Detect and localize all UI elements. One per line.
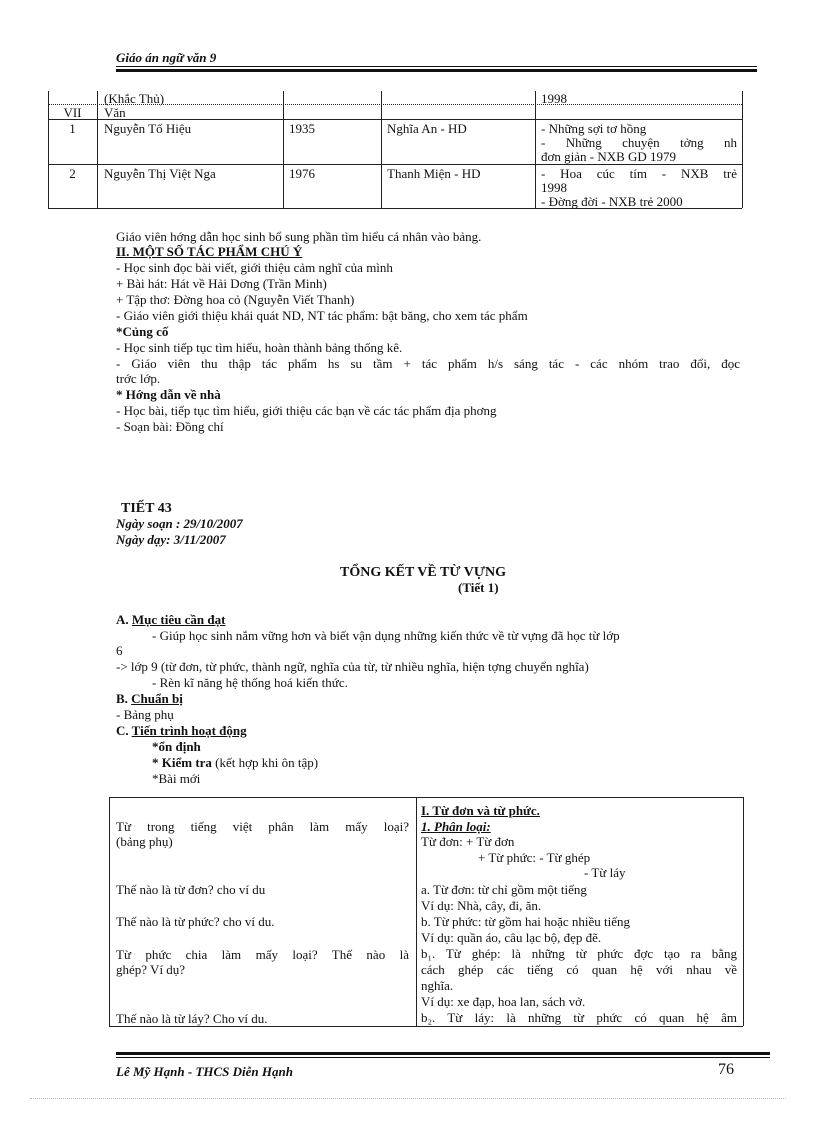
answer-line: + Từ phức: - Từ ghép [478, 850, 591, 865]
question: (bảng phụ) [116, 834, 173, 849]
answer-line: cách ghép các tiếng có quan hệ với nhau về [421, 962, 737, 977]
instruction-line: Giáo viên hớng dẫn học sinh bổ sung phần tìm hiểu cá nhân vào bảng. [116, 229, 482, 244]
header-rule-thick [116, 69, 757, 72]
table-cell: - Những chuyện tởng nh [541, 135, 737, 150]
table-cell: Nguyễn Thị Việt Nga [104, 166, 216, 181]
answer-line: b₂. Từ láy: là những từ phức có quan hệ âm [421, 1010, 737, 1025]
table-cell: Nghĩa An - HD [387, 121, 467, 136]
text-line: - Giúp học sinh nắm vững hơn và biết vận dụng những kiến thức về từ vựng đã học từ lớp [152, 628, 620, 643]
question: Thế nào là từ đơn? cho ví du [116, 882, 266, 897]
text-line: - Soạn bài: Đồng chí [116, 419, 224, 434]
subheading-huong-dan: * Hớng dẫn về nhà [116, 387, 221, 402]
page-number: 76 [718, 1061, 734, 1078]
answer-line: b. Từ phức: từ gồm hai hoặc nhiều tiếng [421, 914, 630, 929]
table-cell: - Đờng đời - NXB trẻ 2000 [541, 194, 683, 209]
kiem-tra-label: * Kiểm tra [152, 755, 212, 770]
table-cell: 2 [69, 166, 76, 181]
text-line: - Học bài, tiếp tục tìm hiểu, giới thiệu các bạn về các tác phẩm địa phơng [116, 403, 497, 418]
text-line: -> lớp 9 (từ đơn, từ phức, thành ngữ, nghĩa của từ, từ nhiều nghĩa, hiện tợng chuyển nghĩa) [116, 659, 589, 674]
answer-line: Ví dụ: xe đạp, hoa lan, sách vở. [421, 994, 586, 1009]
text-line: - Giáo viên thu thập tác phẩm hs su tầm + tác phẩm h/s sáng tác - các nhóm trao đổi, đọc [116, 356, 740, 371]
table-cell: 1998 [541, 91, 567, 106]
text-line: - Giáo viên giới thiệu khái quát ND, NT tác phẩm: bật băng, cho xem tác phẩm [116, 308, 528, 323]
section-heading: II. MỘT SỐ TÁC PHẨM CHÚ Ý [116, 244, 303, 259]
table-cell: 1998 [541, 180, 567, 195]
text-line [152, 755, 318, 770]
answer-heading: I. Từ đơn và từ phức. [421, 803, 540, 818]
section-a-label: A. [116, 612, 129, 627]
footer-rule-thin [116, 1057, 770, 1058]
kiem-tra-note: (kết hợp khi ôn tập) [211, 755, 319, 770]
answer-line: Từ đơn: + Từ đơn [421, 834, 515, 849]
section-b-label: B. [116, 691, 128, 706]
text-line: *Bài mới [152, 771, 201, 786]
text-line: 6 [116, 643, 123, 658]
answer-subheading: 1. Phân loại: [421, 819, 491, 834]
teach-date: Ngày dạy: 3/11/2007 [116, 532, 226, 547]
section-c-heading [116, 723, 247, 738]
table-cell: Nguyễn Tố Hiệu [104, 121, 192, 136]
section-c-label: C. [116, 723, 129, 738]
question: Từ phức chia làm mấy loại? Thế nào là [116, 947, 409, 962]
lesson-subtitle: (Tiết 1) [458, 580, 499, 595]
table-cell: đơn giản - NXB GD 1979 [541, 149, 677, 164]
section-b-heading [116, 691, 183, 706]
prep-date: Ngày soạn : 29/10/2007 [116, 516, 243, 531]
lesson-number: TIẾT 43 [121, 501, 172, 516]
question: Từ trong tiếng việt phân làm mấy loại? [116, 819, 409, 834]
answer-line: b₁. Từ ghép: là những từ phức đợc tạo ra bằng [421, 946, 737, 961]
answer-line: nghĩa. [421, 978, 454, 993]
question: Thế nào là từ phức? cho ví du. [116, 914, 275, 929]
table-cell: Văn [104, 105, 126, 120]
question: ghép? Ví dụ? [116, 962, 186, 977]
text-line: trớc lớp. [116, 371, 161, 386]
footer-author: Lê Mỹ Hạnh - THCS Diễn Hạnh [116, 1064, 293, 1079]
lesson-title: TỔNG KẾT VỀ TỪ VỰNG [340, 565, 506, 580]
text-line: - Học sinh tiếp tục tìm hiểu, hoàn thành bảng thống kê. [116, 340, 403, 355]
table-cell: VII [63, 105, 82, 120]
question: Thế nào là từ láy? Cho ví du. [116, 1011, 268, 1026]
table-cell: Thanh Miện - HD [387, 166, 481, 181]
text-line: - Học sinh đọc bài viết, giới thiệu cảm nghĩ của mình [116, 260, 393, 275]
subheading-cung-co: *Củng cố [116, 324, 169, 339]
answer-line: - Từ láy [584, 865, 626, 880]
page-edge [30, 1098, 786, 1099]
answer-line: Ví dụ: quần áo, câu lạc bộ, đẹp đẽ. [421, 930, 602, 945]
section-a-title: Mục tiêu cần đạt [131, 612, 226, 627]
table-cell: (Khắc Thủ) [104, 91, 165, 106]
text-line: - Bảng phụ [116, 707, 174, 722]
text-line: *ổn định [152, 739, 201, 754]
header-rule-thin [116, 66, 757, 67]
answer-line: Ví dụ: Nhà, cây, đi, ăn. [421, 898, 542, 913]
header-title: Giáo án ngữ văn 9 [116, 50, 217, 65]
table-cell: - Những sợi tơ hồng [541, 121, 647, 136]
text-line: + Bài hát: Hát về Hải Dơng (Trần Minh) [116, 276, 327, 291]
table-cell: 1976 [289, 166, 315, 181]
section-a-heading [116, 612, 225, 627]
section-c-title: Tiến trình hoạt động [131, 723, 247, 738]
table-cell: - Hoa cúc tím - NXB trẻ [541, 166, 737, 181]
answer-line: a. Từ đơn: từ chỉ gồm một tiếng [421, 882, 587, 897]
table-cell: 1935 [289, 121, 315, 136]
table-cell: 1 [69, 121, 76, 136]
text-line: - Rèn kĩ năng hệ thống hoá kiến thức. [152, 675, 348, 690]
text-line: + Tập thơ: Đờng hoa cỏ (Nguyễn Viết Thanh) [116, 292, 355, 307]
section-b-title: Chuẩn bị [131, 691, 183, 706]
footer-rule-thick [116, 1052, 770, 1055]
